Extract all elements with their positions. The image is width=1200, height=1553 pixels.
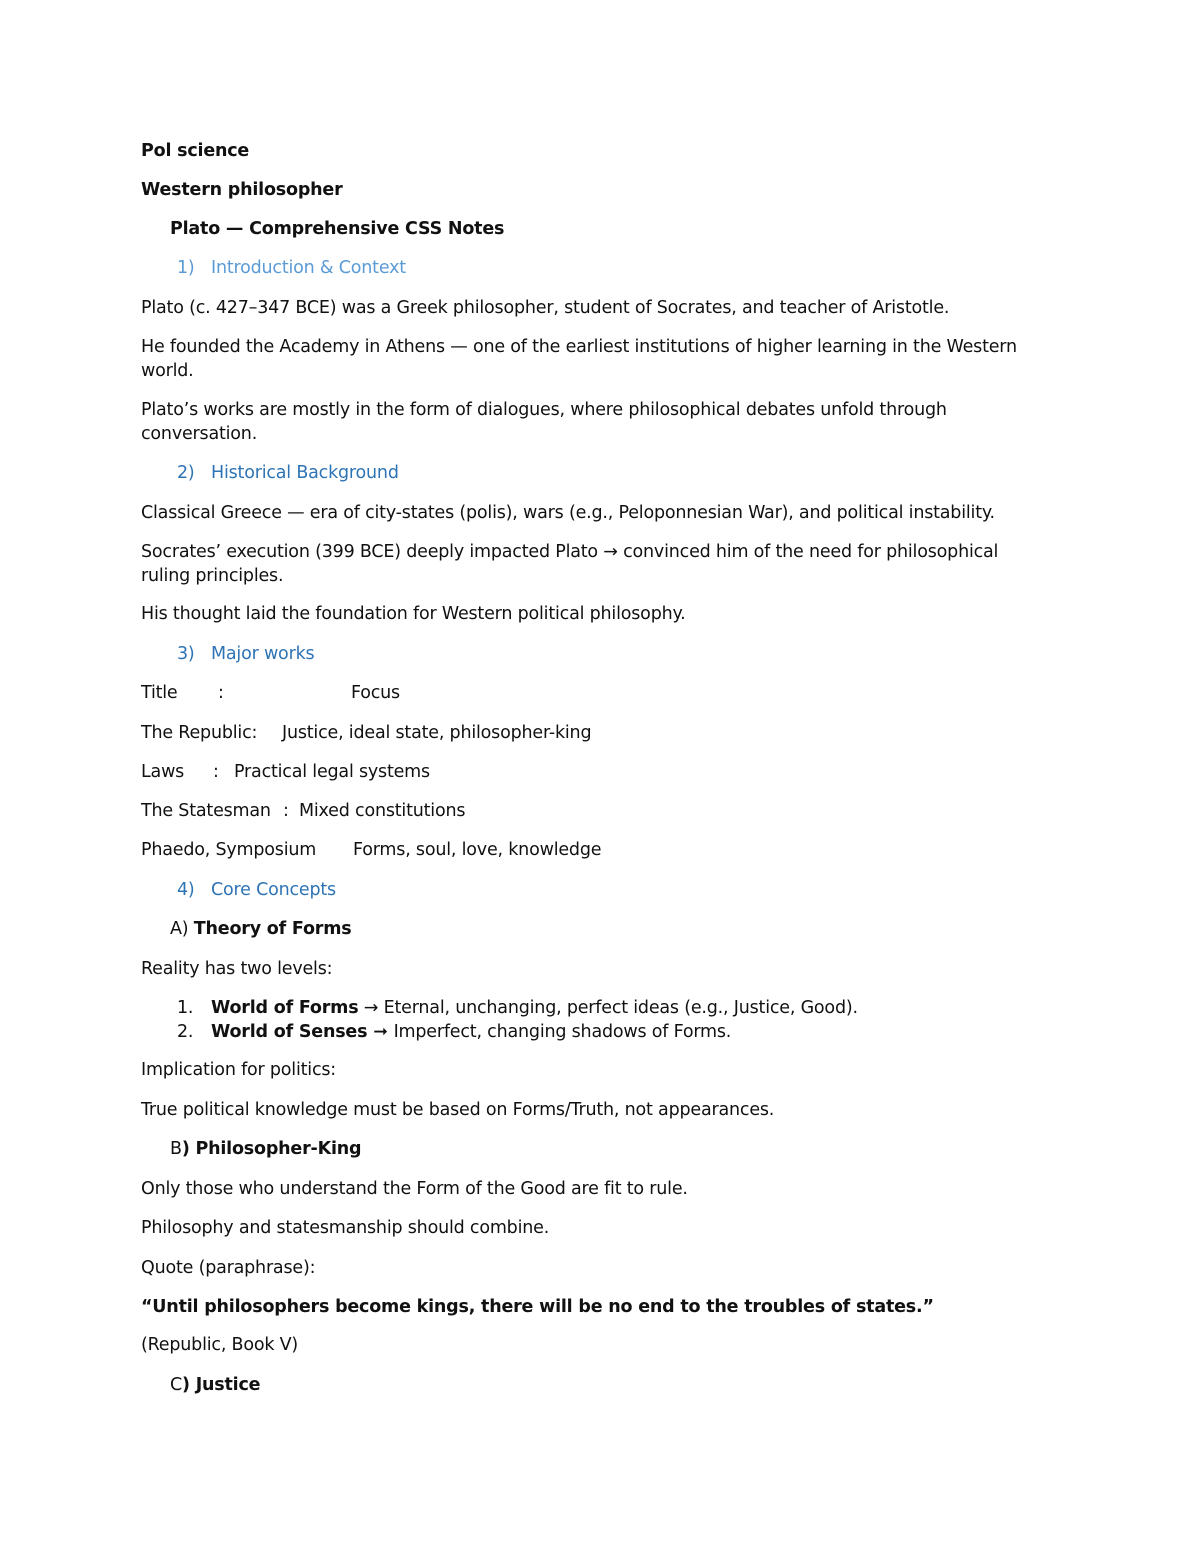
paragraph: Classical Greece — era of city-states (polis), wars (e.g., Peloponnesian War), and political instability. <box>141 503 995 523</box>
paragraph: Reality has two levels: <box>141 959 333 979</box>
paragraph-continued: world. <box>141 361 194 381</box>
section-number: 1) <box>177 258 195 278</box>
list-number: 1. <box>177 998 194 1018</box>
document-title: Plato — Comprehensive CSS Notes <box>170 219 505 239</box>
paragraph: He founded the Academy in Athens — one of the earliest institutions of higher learning in the Western <box>141 337 1017 357</box>
subheading-philosopher-king <box>170 1137 361 1161</box>
arrow-icon: → <box>358 998 384 1018</box>
paragraph: Only those who understand the Form of the Good are fit to rule. <box>141 1179 688 1199</box>
paragraph: Implication for politics: <box>141 1060 336 1080</box>
work-focus: Mixed constitutions <box>299 801 466 821</box>
subheading-title: ) Philosopher-King <box>181 1139 362 1159</box>
list-text: Eternal, unchanging, perfect ideas (e.g., Justice, Good). <box>383 998 858 1018</box>
paragraph: Plato’s works are mostly in the form of dialogues, where philosophical debates unfold through <box>141 400 947 420</box>
subject-heading: Pol science <box>141 141 250 161</box>
works-header-focus: Focus <box>351 683 400 703</box>
work-focus: Practical legal systems <box>234 762 430 782</box>
arrow-icon: ➞ <box>367 1022 394 1042</box>
list-term: World of Forms <box>211 998 359 1018</box>
work-title: The Statesman <box>141 801 271 821</box>
list-item <box>177 996 858 1020</box>
section-number: 4) <box>177 880 195 900</box>
work-focus: Justice, ideal state, philosopher-king <box>282 723 592 743</box>
paragraph: Philosophy and statesmanship should combine. <box>141 1218 550 1238</box>
subheading-title: Theory of Forms <box>193 919 352 939</box>
works-header <box>141 681 741 705</box>
quote: “Until philosophers become kings, there will be no end to the troubles of states.” <box>141 1297 934 1317</box>
subheading-forms <box>170 917 351 941</box>
subheading-prefix: B <box>170 1139 182 1159</box>
separator: : <box>283 801 289 821</box>
list-item <box>177 1020 732 1044</box>
list-term: World of Senses <box>211 1022 368 1042</box>
separator: : <box>213 762 219 782</box>
paragraph: Socrates’ execution (399 BCE) deeply impacted Plato → convinced him of the need for philosophical <box>141 542 999 562</box>
subheading-prefix: A) <box>170 919 189 939</box>
works-row <box>141 799 741 823</box>
paragraph-continued: conversation. <box>141 424 258 444</box>
work-title: Laws <box>141 762 185 782</box>
section-number: 3) <box>177 644 195 664</box>
works-row <box>141 721 741 745</box>
separator: : <box>218 683 224 703</box>
section-label: Introduction & Context <box>211 258 406 278</box>
list-number: 2. <box>177 1022 194 1042</box>
works-row <box>141 760 741 784</box>
works-header-title: Title <box>141 683 178 703</box>
section-label: Major works <box>211 644 315 664</box>
work-title: Phaedo, Symposium <box>141 840 317 860</box>
section-number: 2) <box>177 463 195 483</box>
paragraph: True political knowledge must be based on Forms/Truth, not appearances. <box>141 1100 775 1120</box>
section-heading-intro <box>177 256 406 280</box>
subheading-prefix: C <box>170 1375 183 1395</box>
section-label: Historical Background <box>211 463 399 483</box>
quote-source: (Republic, Book V) <box>141 1335 299 1355</box>
paragraph: Plato (c. 427–347 BCE) was a Greek philosopher, student of Socrates, and teacher of Aristotle. <box>141 298 950 318</box>
subheading-justice <box>170 1373 260 1397</box>
works-row <box>141 838 741 862</box>
topic-heading: Western philosopher <box>141 180 343 200</box>
work-focus: Forms, soul, love, knowledge <box>353 840 602 860</box>
section-heading-works <box>177 642 315 666</box>
work-title: The Republic: <box>141 723 258 743</box>
section-heading-history <box>177 461 399 485</box>
section-heading-concepts <box>177 878 336 902</box>
section-label: Core Concepts <box>211 880 336 900</box>
subheading-title: ) Justice <box>182 1375 261 1395</box>
paragraph: Quote (paraphrase): <box>141 1258 316 1278</box>
list-text: Imperfect, changing shadows of Forms. <box>393 1022 732 1042</box>
paragraph: His thought laid the foundation for Western political philosophy. <box>141 604 686 624</box>
paragraph-continued: ruling principles. <box>141 566 284 586</box>
